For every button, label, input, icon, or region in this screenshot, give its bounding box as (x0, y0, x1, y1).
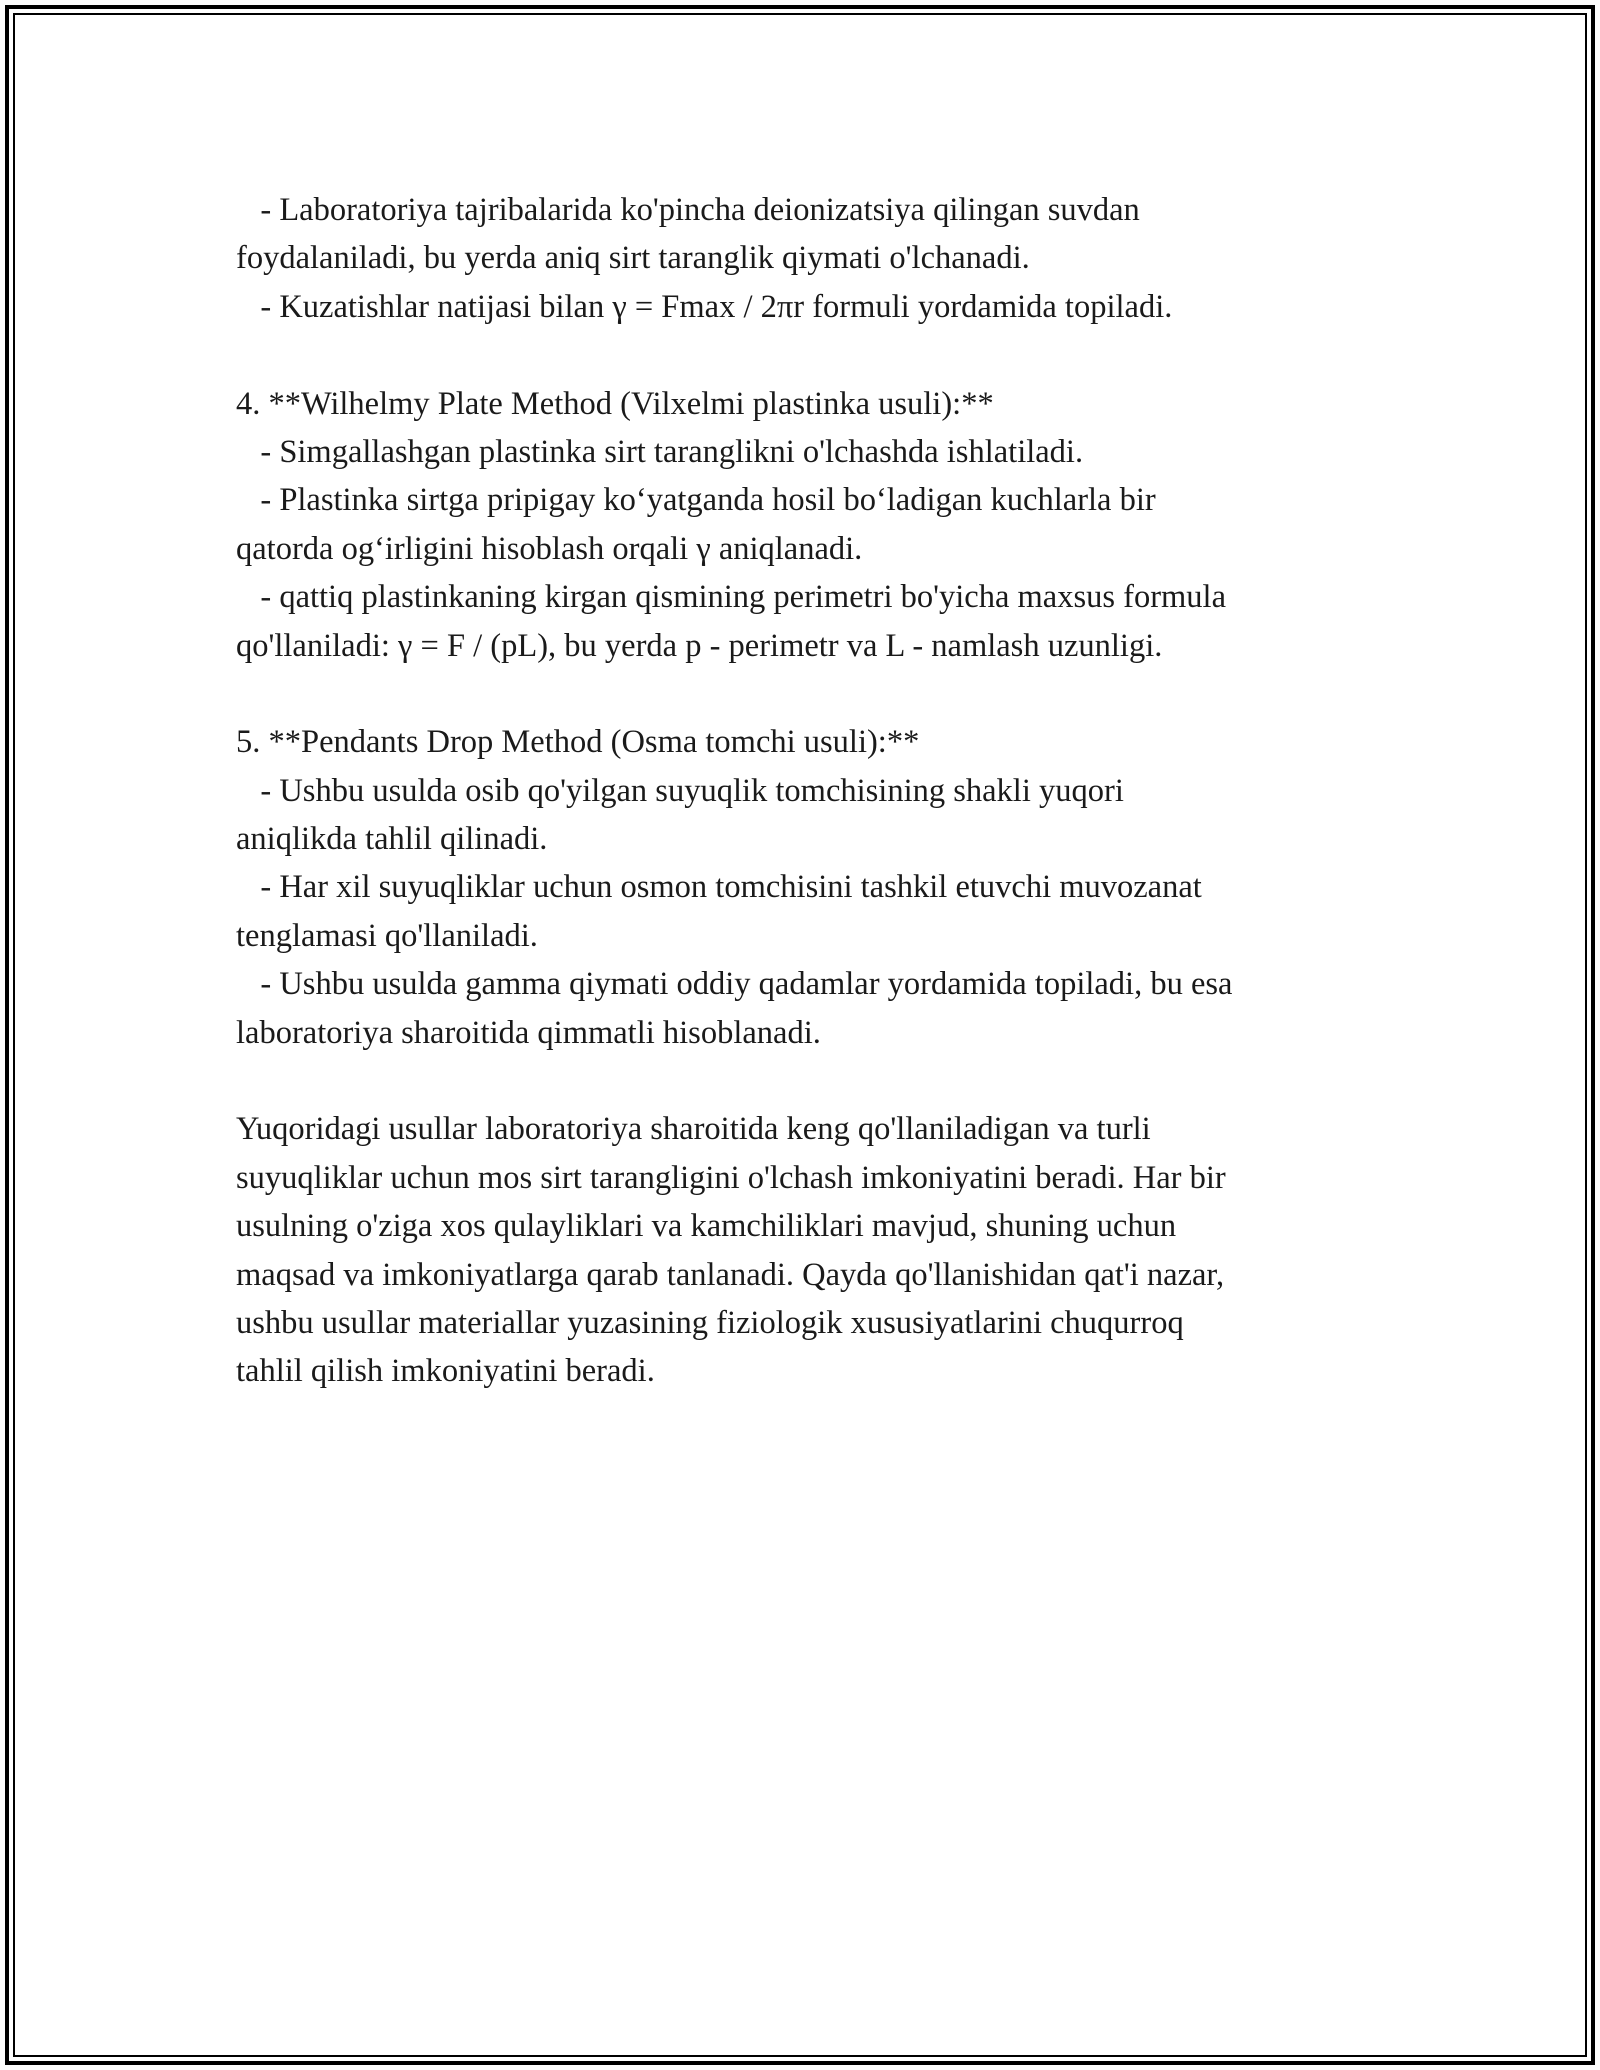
text-line: - Plastinka sirtga pripigay koʻyatganda hosil boʻladigan kuchlarla bir (236, 482, 1156, 519)
capillary-method-notes (236, 186, 1386, 331)
paragraph-gap (236, 670, 1386, 718)
text-line: aniqlikda tahlil qilinadi. (236, 821, 548, 858)
text-line: maqsad va imkoniyatlarga qarab tanlanadi. Qayda qo'llanishidan qat'i nazar, (236, 1256, 1225, 1293)
text-line: Yuqoridagi usullar laboratoriya sharoitida keng qo'llaniladigan va turli (236, 1111, 1151, 1148)
text-line: laboratoriya sharoitida qimmatli hisoblanadi. (236, 1014, 821, 1051)
text-line: - Ushbu usulda osib qo'yilgan suyuqlik tomchisining shakli yuqori (236, 772, 1124, 809)
wilhelmy-plate-section (236, 380, 1386, 670)
text-line: qo'llaniladi: γ = F / (pL), bu yerda p - perimetr va L - namlash uzunligi. (236, 627, 1163, 664)
text-line: - Simgallashgan plastinka sirt taranglikni o'lchashda ishlatiladi. (236, 433, 1084, 470)
pendant-drop-section (236, 718, 1386, 1057)
text-line: suyuqliklar uchun mos sirt tarangligini o'lchash imkoniyatini beradi. Har bir (236, 1159, 1226, 1196)
document-body (236, 186, 1386, 1396)
text-line: ushbu usullar materiallar yuzasining fiziologik xususiyatlarini chuqurroq (236, 1304, 1184, 1341)
text-line: - qattiq plastinkaning kirgan qismining perimetri bo'yicha maxsus formula (236, 579, 1227, 616)
text-line: - Laboratoriya tajribalarida ko'pincha deionizatsiya qilingan suvdan (236, 192, 1140, 228)
paragraph-gap (236, 1057, 1386, 1105)
text-line: - Ushbu usulda gamma qiymati oddiy qadamlar yordamida topiladi, bu esa (236, 966, 1233, 1003)
text-line: qatorda ogʻirligini hisoblash orqali γ aniqlanadi. (236, 530, 863, 567)
paragraph-gap (236, 331, 1386, 379)
text-line: tenglamasi qo'llaniladi. (236, 917, 538, 954)
text-line: tahlil qilish imkoniyatini beradi. (236, 1353, 655, 1390)
text-line: usulning o'ziga xos qulayliklari va kamchiliklari mavjud, shuning uchun (236, 1208, 1177, 1245)
text-line: - Kuzatishlar natijasi bilan γ = Fmax / 2πr formuli yordamida topiladi. (236, 288, 1173, 325)
section-heading: 4. **Wilhelmy Plate Method (Vilxelmi plastinka usuli):** (236, 385, 994, 422)
conclusion-paragraph (236, 1105, 1386, 1395)
text-line: - Har xil suyuqliklar uchun osmon tomchisini tashkil etuvchi muvozanat (236, 869, 1202, 906)
section-heading: 5. **Pendants Drop Method (Osma tomchi usuli):** (236, 724, 920, 761)
text-line: foydalaniladi, bu yerda aniq sirt taranglik qiymati o'lchanadi. (236, 240, 1030, 277)
